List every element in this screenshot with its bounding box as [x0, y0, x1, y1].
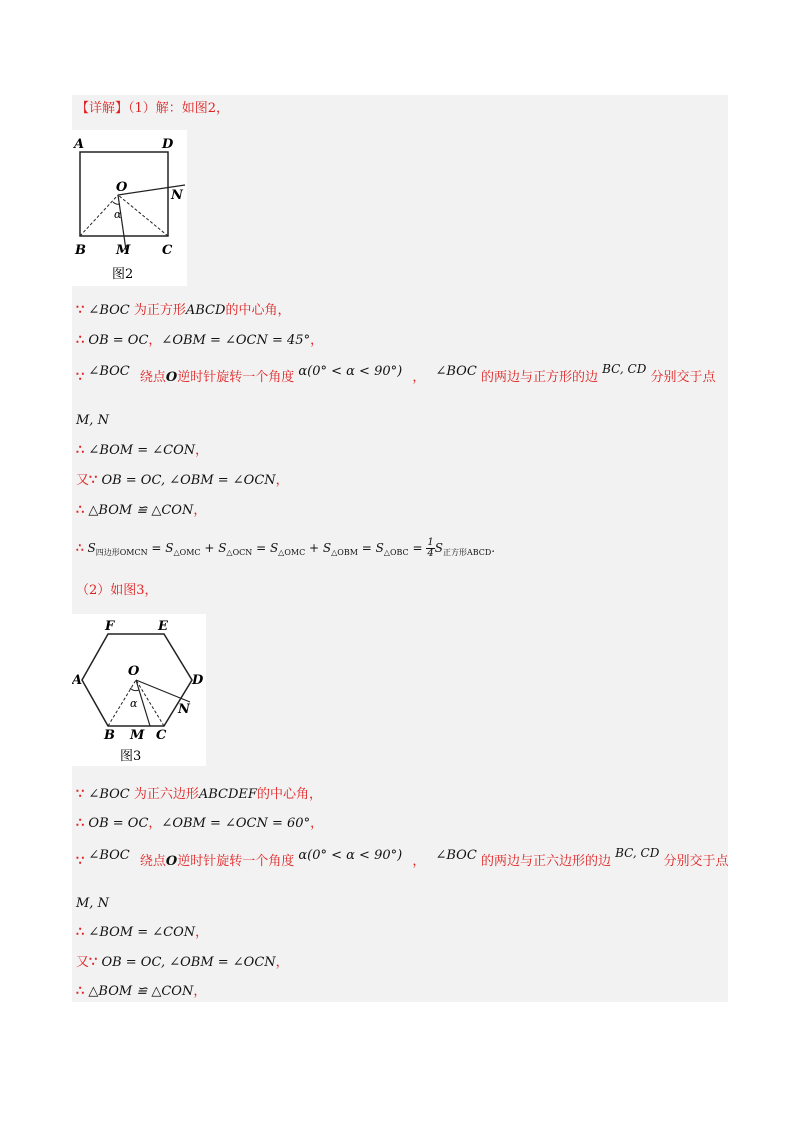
math: = S: [357, 541, 384, 555]
math-congruent: △BOM ≌ △CON: [88, 503, 194, 518]
text: ，: [310, 816, 324, 831]
label-b: B: [75, 243, 86, 258]
label-c: C: [156, 728, 167, 743]
label-f: F: [105, 619, 115, 634]
fraction-one-quarter: [426, 538, 434, 559]
text: ，: [412, 854, 426, 869]
text: ，: [195, 443, 209, 458]
math-bc-cd: BC, CD: [615, 846, 660, 860]
subscript: △OMC: [173, 548, 201, 557]
math-abcd: ABCD: [185, 303, 226, 318]
math-bc-cd: BC, CD: [602, 362, 647, 376]
figure-3-hexagon-diagram: [72, 614, 206, 766]
subscript: △OMC: [278, 548, 306, 557]
math-s: S: [434, 541, 443, 555]
label-m: M: [130, 728, 145, 743]
text: 为正方形: [133, 303, 186, 318]
therefore-symbol: ∴: [76, 816, 85, 831]
math: + S: [200, 541, 227, 555]
subscript: △OCN: [226, 548, 253, 557]
figure-2-square-diagram: [72, 130, 187, 286]
because-symbol: ∵: [89, 473, 98, 488]
p1-line-5: [76, 442, 208, 460]
text: 绕点: [139, 370, 166, 385]
p2-line-5: [76, 924, 208, 942]
label-b: B: [104, 728, 115, 743]
label-c: C: [162, 243, 173, 258]
text: 的两边与正方形的边: [480, 370, 598, 385]
dashed-oc: [118, 195, 168, 236]
subscript: 四边形OMCN: [95, 548, 148, 557]
math-angle-boc: ∠BOC: [88, 364, 130, 379]
text: 分别交于点: [663, 854, 729, 869]
subscript: 正方形ABCD: [442, 548, 492, 557]
numerator: 1: [427, 537, 434, 548]
p1-line-1: [76, 302, 290, 320]
p1-line-4: [76, 412, 109, 430]
text: ，: [310, 333, 324, 348]
ray-om: [118, 195, 126, 250]
math: OB = OC: [88, 333, 149, 348]
text: 的中心角，: [225, 303, 291, 318]
text: 的两边与正六边形的边: [480, 854, 611, 869]
label-n: N: [178, 702, 190, 717]
text: ，: [193, 503, 207, 518]
math-angle-boc: ∠BOC: [435, 364, 477, 379]
text: 绕点: [139, 854, 166, 869]
therefore-symbol: ∴: [76, 503, 85, 518]
therefore-symbol: ∴: [76, 443, 85, 458]
p2-line-2: [76, 815, 323, 833]
math: OB = OC: [88, 816, 149, 831]
text-you: 又: [76, 473, 90, 488]
label-alpha: α: [130, 697, 138, 710]
text: 的中心角，: [256, 787, 322, 802]
text: 逆时针旋转一个角度: [177, 854, 295, 869]
subscript: △OBM: [331, 548, 358, 557]
label-n: N: [171, 188, 183, 203]
text: ，: [412, 370, 426, 385]
therefore-symbol: ∴: [76, 333, 85, 348]
because-symbol: ∵: [76, 787, 85, 802]
p1-line-8: [76, 538, 495, 562]
math-m-n: M, N: [76, 896, 109, 911]
label-m: M: [116, 243, 131, 258]
label-o: O: [116, 180, 128, 195]
figure-3-caption: 图3: [120, 749, 142, 764]
p2-line-3: [76, 846, 729, 871]
math-angle-boc: ∠BOC: [88, 787, 130, 802]
ray-om: [136, 680, 150, 726]
therefore-symbol: ∴: [76, 984, 85, 999]
dashed-oc: [136, 680, 164, 726]
label-d: D: [162, 137, 174, 152]
label-o: O: [128, 664, 140, 679]
part1-intro: （1）解：如图2，: [128, 101, 230, 116]
text: ，: [195, 925, 209, 940]
math-congruent: △BOM ≌ △CON: [88, 984, 194, 999]
part2-intro-line: [76, 582, 158, 600]
detail-tag: 【详解】: [76, 101, 129, 116]
p2-line-4: [76, 895, 109, 913]
math: ∠BOM = ∠CON: [88, 443, 196, 458]
math: + S: [305, 541, 332, 555]
therefore-symbol: ∴: [76, 541, 84, 555]
because-symbol: ∵: [76, 303, 85, 318]
text: 逆时针旋转一个角度: [177, 370, 295, 385]
label-d: D: [192, 673, 204, 688]
because-symbol: ∵: [76, 370, 85, 385]
math: =: [408, 541, 427, 555]
math-o: O: [165, 854, 178, 869]
math: = S: [252, 541, 279, 555]
math-angle-boc: ∠BOC: [88, 303, 130, 318]
subscript: △OBC: [383, 548, 409, 557]
math-angle-boc: ∠BOC: [435, 848, 477, 863]
figure-3: [72, 614, 206, 766]
text: ，: [148, 333, 162, 348]
text: ，: [193, 984, 207, 999]
part2-intro: （2）如图3，: [76, 583, 158, 598]
math-angle-boc: ∠BOC: [88, 848, 130, 863]
text: 为正六边形: [133, 787, 199, 802]
math: ∠BOM = ∠CON: [88, 925, 196, 940]
angle-arc: [130, 688, 139, 691]
label-a: A: [74, 137, 85, 152]
math-m-n: M, N: [76, 413, 109, 428]
therefore-symbol: ∴: [76, 925, 85, 940]
period: .: [491, 541, 496, 555]
math-s: S: [87, 541, 96, 555]
p1-line-2: [76, 332, 323, 350]
figure-2-caption: 图2: [112, 267, 134, 282]
text: ，: [275, 473, 289, 488]
math-alpha-range: α(0° < α < 90°): [298, 364, 403, 379]
math-o: O: [165, 370, 178, 385]
math: OB = OC, ∠OBM = ∠OCN: [101, 473, 276, 488]
math: = S: [147, 541, 174, 555]
p1-line-7: [76, 502, 206, 520]
math-alpha-range: α(0° < α < 90°): [298, 848, 403, 863]
p2-line-7: [76, 983, 206, 1001]
because-symbol: ∵: [76, 854, 85, 869]
math-abcdef: ABCDEF: [198, 787, 257, 802]
p2-line-6: [76, 954, 289, 972]
math: ∠OBM = ∠OCN = 45°: [161, 333, 311, 348]
text: ，: [275, 955, 289, 970]
figure-2: [72, 130, 187, 286]
ray-on: [136, 680, 190, 702]
text-you: 又: [76, 955, 90, 970]
dashed-ob: [80, 195, 118, 236]
math: ∠OBM = ∠OCN = 60°: [161, 816, 311, 831]
text: ，: [148, 816, 162, 831]
label-a: A: [72, 673, 83, 688]
math: OB = OC, ∠OBM = ∠OCN: [101, 955, 276, 970]
p2-line-1: [76, 786, 322, 804]
label-e: E: [158, 619, 168, 634]
text: 分别交于点: [650, 370, 716, 385]
denominator: 4: [427, 548, 434, 559]
because-symbol: ∵: [89, 955, 98, 970]
solution-header: [76, 100, 229, 118]
label-alpha: α: [114, 208, 122, 221]
p1-line-3: [76, 362, 716, 387]
p1-line-6: [76, 472, 289, 490]
